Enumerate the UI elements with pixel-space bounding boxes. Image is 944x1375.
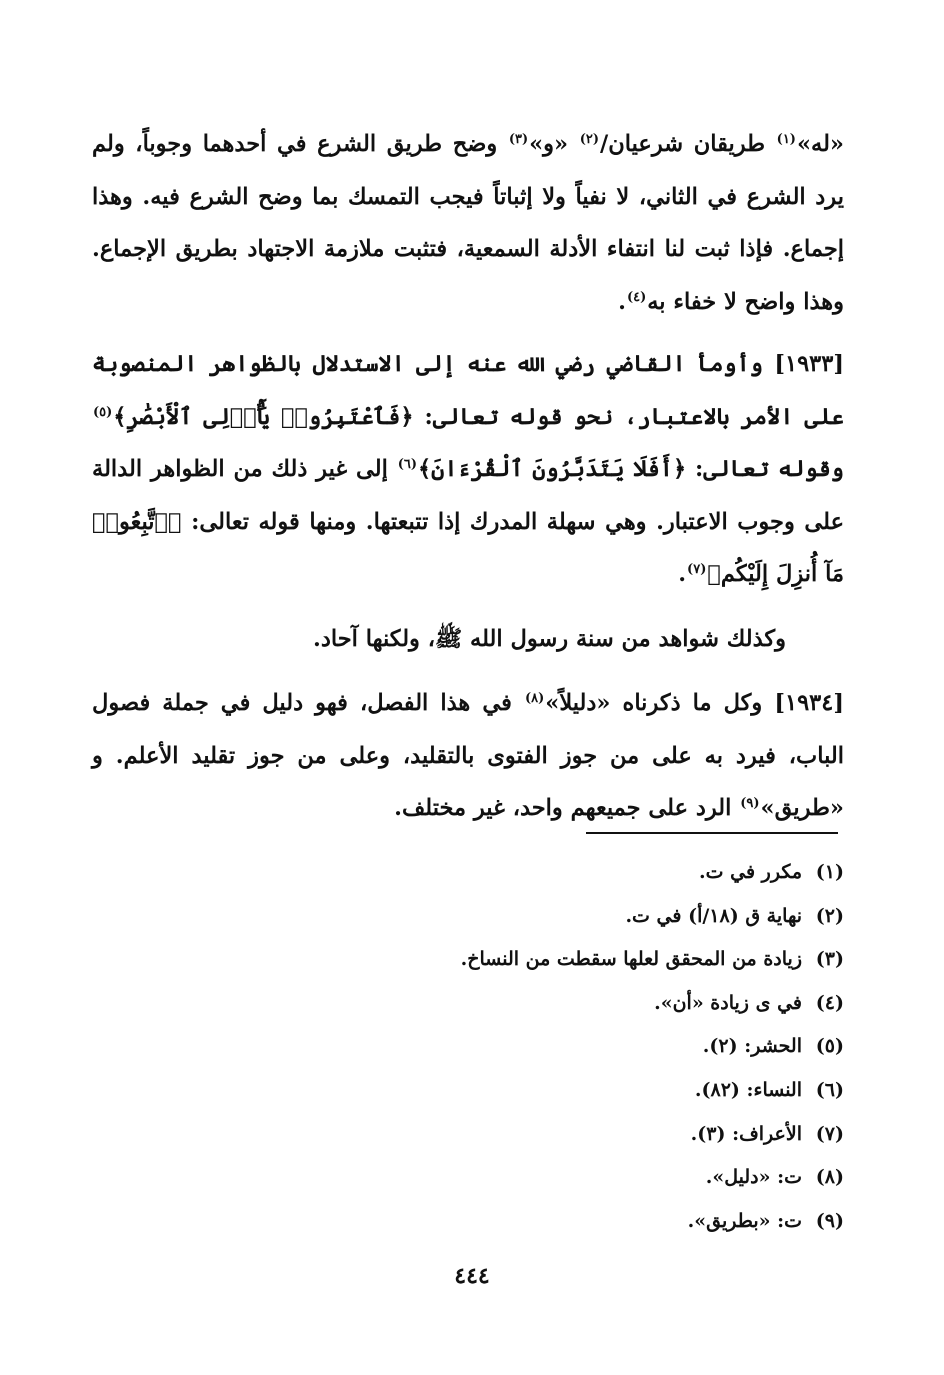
- page-number: ٤٤٤: [454, 1263, 490, 1289]
- text-run: .: [678, 561, 687, 587]
- footnote-separator: [586, 832, 838, 834]
- footnote-marker[interactable]: (٢): [579, 132, 600, 147]
- text-run: «له»: [796, 131, 844, 157]
- footnote-item: [92, 851, 844, 895]
- paragraph-1934: [92, 677, 844, 835]
- paragraph-number: [١٩٣٣]: [774, 351, 844, 377]
- paragraph-1: [92, 118, 844, 328]
- footnote-text: ت: «دليل».: [705, 1166, 802, 1189]
- footnote-text: في ى زيادة «أن».: [654, 991, 802, 1014]
- footnote-marker[interactable]: (٤): [626, 289, 647, 305]
- text-run: إلى غير ذلك من الظواهر الدالة على وجوب الاعتبار. وهي سهلة المدرك إذا تتبعتها. ومنها قوله تعالى: ﴿ٱتَّبِعُوا۟ مَآ أُنزِلَ إِلَيْكُم﴾: [92, 456, 844, 587]
- footnote-text: النساء: (٨٢).: [694, 1078, 802, 1101]
- footnote-marker[interactable]: (٣): [508, 132, 529, 147]
- text-run: الرد على جميعهم واحد، غير مختلف.: [394, 795, 740, 821]
- footnote-text: زيادة من المحقق لعلها سقطت من النساخ.: [460, 948, 802, 971]
- footnote-item: [92, 938, 844, 982]
- main-text: [92, 118, 844, 835]
- paragraph-sunnah: [92, 613, 844, 666]
- footnote-number: (٢): [815, 904, 844, 927]
- text-run: طريقان شرعيان/: [600, 131, 776, 157]
- footnote-item: [92, 1025, 844, 1069]
- footnote-item: [92, 1200, 844, 1244]
- footnotes: [92, 851, 844, 1243]
- footnote-text: مكرر في ت.: [699, 861, 802, 883]
- footnote-number: (٥): [815, 1035, 844, 1058]
- paragraph-number: [١٩٣٤]: [774, 690, 844, 716]
- footnote-text: ت: «بطريق».: [687, 1209, 802, 1232]
- paragraph-1933: [92, 338, 844, 601]
- text-run: «و»: [529, 131, 579, 157]
- footnote-marker[interactable]: (٩): [740, 796, 760, 811]
- footnote-item: [92, 895, 844, 939]
- footnote-item: [92, 1069, 844, 1113]
- footnote-marker[interactable]: (٦): [397, 457, 417, 472]
- footnote-marker[interactable]: (١): [776, 132, 796, 147]
- footnote-number: (١): [815, 861, 844, 883]
- footnote-number: (٤): [815, 991, 844, 1014]
- footnote-item: [92, 1113, 844, 1157]
- text-run: وضح طريق الشرع في أحدهما وجوباً، ولم يرد الشرع في الثاني، لا نفياً ولا إثباتاً فيجب التمسك بما وضح الشرع فيه. وهذا إجماع. فإذا ثبت لنا انتفاء الأدلة السمعية، فتثبت ملازمة الاجتهاد بطريق الإجماع. وهذا واضح لا خفاء به: [92, 131, 844, 315]
- footnote-number: (٧): [815, 1122, 844, 1145]
- footnote-marker[interactable]: (٨): [524, 691, 545, 706]
- text-run: وأومأ القاضي رضي الله عنه إلى الاستدلال بالظواهر المنصوبة على الأمر بالاعتبار، نحو قوله تعالى: ﴿فَٱعْتَبِرُوا۟ يَٰٓأُو۟لِى ٱلْأَبْصَٰرِ﴾: [92, 351, 844, 430]
- footnote-number: (٦): [815, 1078, 844, 1101]
- footnote-text: الأعراف: (٣).: [690, 1122, 802, 1145]
- footnote-item: [92, 1156, 844, 1200]
- text-run: في هذا الفصل، فهو دليل في جملة فصول الباب، فيرد به على من جوز الفتوى بالتقليد، وعلى من جوز تقليد الأعلم. و «طريق»: [92, 690, 844, 821]
- footnote-number: (٨): [815, 1166, 844, 1189]
- text-run: وكل ما ذكرناه «دليلاً»: [545, 690, 775, 716]
- footnote-marker[interactable]: (٥): [93, 404, 113, 420]
- footnote-text: الحشر: (٢).: [702, 1035, 802, 1058]
- text-run: وقوله تعالى: ﴿أَفَلَا يَتَدَبَّرُونَ ٱلْقُرْءَانَ﴾: [418, 456, 844, 482]
- text-run: وكذلك شواهد من سنة رسول الله ﷺ، ولكنها آحاد.: [313, 625, 786, 652]
- text-run: .: [618, 288, 626, 315]
- footnote-item: [92, 982, 844, 1026]
- footnote-text: نهاية ق (١٨/أ) في ت.: [625, 904, 802, 927]
- footnote-number: (٣): [815, 948, 844, 971]
- footnote-marker[interactable]: (٧): [687, 562, 707, 577]
- footnote-number: (٩): [815, 1209, 844, 1232]
